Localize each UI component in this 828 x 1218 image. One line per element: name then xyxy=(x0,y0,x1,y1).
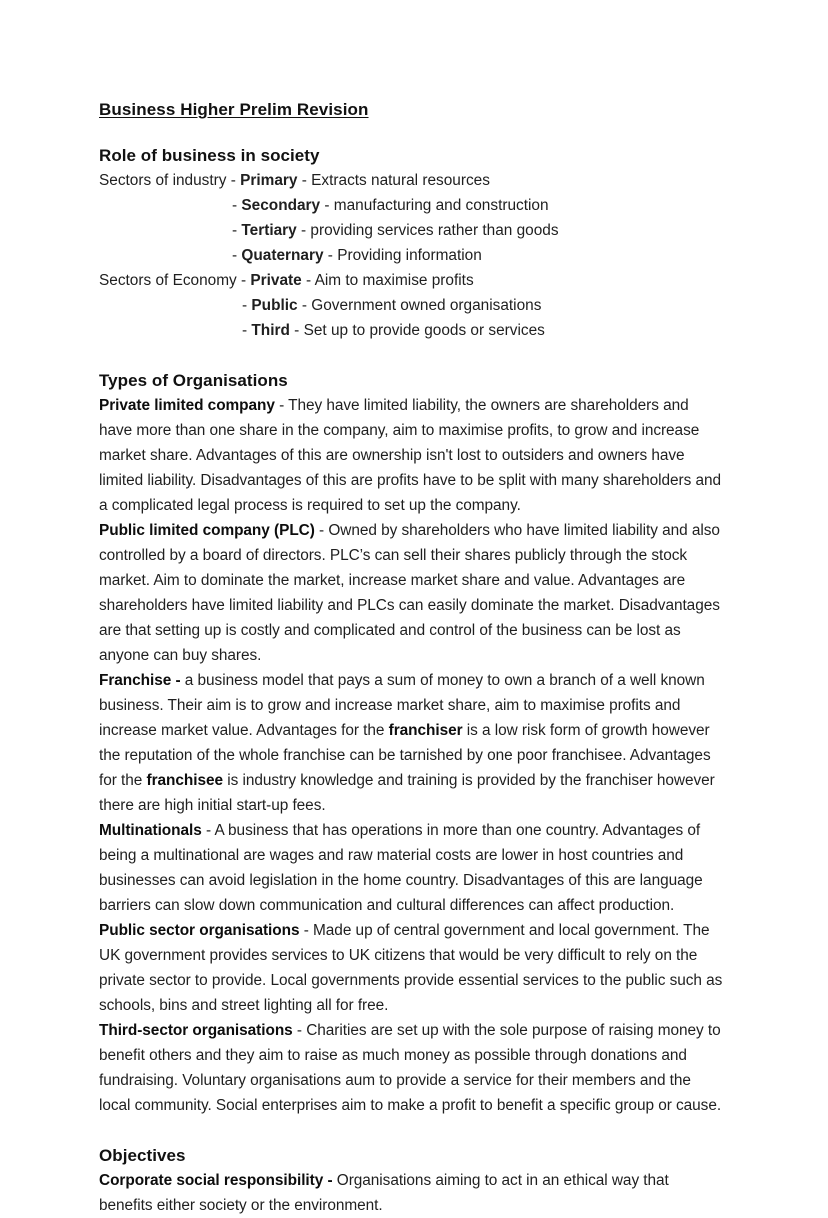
sector-industry-tertiary xyxy=(99,218,723,243)
text-corporate-social-responsibility: Organisations aiming to act in an ethical way that benefits either society or the environment. xyxy=(99,1172,669,1214)
paragraph-public-sector-organisations xyxy=(99,918,723,1018)
spacer xyxy=(99,121,723,143)
sector-term-primary: Primary xyxy=(240,172,298,189)
sector-term-quaternary: Quaternary xyxy=(241,247,324,264)
term-sep: - xyxy=(314,522,329,539)
section-heading-objectives: Objectives xyxy=(99,1146,186,1165)
sector-desc-third: Set up to provide goods or services xyxy=(303,322,545,339)
sector-dash: - xyxy=(232,197,242,214)
section-heading-types-of-organisations: Types of Organisations xyxy=(99,371,288,390)
text-public-limited-company: Owned by shareholders who have limited liability and also controlled by a board of directors. PLC’s can sell their shares publicly through the stock market. Aim to dominate the market, increase market share and value. Advantages are shareholders have limited liability and PLCs can easily dominate the market. Disadvantages are that setting up is costly and complicated and control of the business can be lost as anyone can buy shares. xyxy=(99,522,720,664)
section-heading-role-of-business: Role of business in society xyxy=(99,146,320,165)
sector-desc-tertiary: providing services rather than goods xyxy=(310,222,559,239)
sector-desc-primary: Extracts natural resources xyxy=(311,172,490,189)
text-public-sector-organisations: Made up of central government and local government. The UK government provides services to UK citizens that would be very difficult to rely on the private sector to provide. Local governments provide essential services to the public such as schools, bins and street lighting all for free. xyxy=(99,922,723,1014)
sector-sep: - xyxy=(297,172,312,189)
spacer xyxy=(99,1118,723,1143)
paragraph-franchise xyxy=(99,668,723,818)
term-third-sector-organisations: Third-sector organisations xyxy=(99,1022,293,1039)
term-franchiser: franchiser xyxy=(388,722,463,739)
sector-sep: - xyxy=(297,297,312,314)
sector-term-private: Private xyxy=(250,272,302,289)
sector-term-public: Public xyxy=(251,297,298,314)
sector-desc-private: Aim to maximise profits xyxy=(314,272,474,289)
sector-term-secondary: Secondary xyxy=(241,197,321,214)
term-sep: - xyxy=(274,397,289,414)
sector-economy-private xyxy=(99,268,723,293)
section-role-of-business xyxy=(99,143,723,343)
sector-dash: - xyxy=(232,247,242,264)
sector-sep: - xyxy=(301,272,315,289)
text-private-limited-company: They have limited liability, the owners are shareholders and have more than one share in the company, aim to maximise profits, to grow and increase market share. Advantages of this are ownership isn't lost to outsiders and owners have limited liability. Disadvantages of this are profits have to be split with many shareholders and a complicated legal process is required to set up the company. xyxy=(99,397,721,514)
text-third-sector-organisations: Charities are set up with the sole purpose of raising money to benefit others and they aim to raise as much money as possible through donations and fundraising. Voluntary organisations aum to provide a service for their members and the local community. Social enterprises aim to make a profit to benefit a specific group or cause. xyxy=(99,1022,722,1114)
term-private-limited-company: Private limited company xyxy=(99,397,275,414)
text-franchise-part-2: is a low risk form of growth however the reputation of the whole franchise can be tarnished by one poor franchisee. Advantages for the xyxy=(99,722,711,789)
sector-industry-primary xyxy=(99,168,723,193)
term-sep: - xyxy=(201,822,215,839)
sector-industry-secondary xyxy=(99,193,723,218)
sector-desc-public: Government owned organisations xyxy=(311,297,542,314)
section-objectives xyxy=(99,1143,723,1218)
sector-sep: - xyxy=(289,322,304,339)
sector-term-third: Third xyxy=(251,322,290,339)
term-multinationals: Multinationals xyxy=(99,822,202,839)
paragraph-public-limited-company xyxy=(99,518,723,668)
term-franchise: Franchise - xyxy=(99,672,181,689)
sectors-of-industry-label: Sectors of industry - xyxy=(99,172,241,189)
sector-industry-quaternary xyxy=(99,243,723,268)
paragraph-third-sector-organisations xyxy=(99,1018,723,1118)
term-public-sector-organisations: Public sector organisations xyxy=(99,922,300,939)
sector-sep: - xyxy=(296,222,311,239)
sector-dash: - xyxy=(232,222,242,239)
section-types-of-organisations xyxy=(99,368,723,1118)
term-corporate-social-responsibility: Corporate social responsibility - xyxy=(99,1172,333,1189)
sector-sep: - xyxy=(323,247,338,264)
spacer xyxy=(99,343,723,368)
paragraph-multinationals xyxy=(99,818,723,918)
paragraph-private-limited-company xyxy=(99,393,723,518)
text-franchise-part-3: is industry knowledge and training is provided by the franchiser however there are high initial start-up fees. xyxy=(99,772,715,814)
sector-desc-secondary: manufacturing and construction xyxy=(333,197,549,214)
sector-term-tertiary: Tertiary xyxy=(241,222,297,239)
term-franchisee: franchisee xyxy=(146,772,224,789)
text-franchise-part-1: a business model that pays a sum of money to own a branch of a well known business. Their aim is to grow and increase market share, aim to maximise profits and increase market value. Advantages for the xyxy=(99,672,705,739)
term-public-limited-company: Public limited company (PLC) xyxy=(99,522,315,539)
term-sep: - xyxy=(292,1022,307,1039)
document-title: Business Higher Prelim Revision xyxy=(99,100,369,119)
sector-dash: - xyxy=(242,297,252,314)
term-sep: - xyxy=(299,922,314,939)
text-multinationals: A business that has operations in more than one country. Advantages of being a multinational are wages and raw material costs are lower in host countries and businesses can avoid legislation in the home country. Disadvantages of this are language barriers can slow down communication and cultural differences can affect production. xyxy=(99,822,703,914)
sectors-of-economy-label: Sectors of Economy - xyxy=(99,272,251,289)
paragraph-corporate-social-responsibility xyxy=(99,1168,723,1218)
sector-dash: - xyxy=(242,322,252,339)
sector-desc-quaternary: Providing information xyxy=(337,247,482,264)
sector-economy-public xyxy=(99,293,723,318)
document-content xyxy=(99,99,723,1218)
sector-sep: - xyxy=(320,197,334,214)
sector-economy-third xyxy=(99,318,723,343)
